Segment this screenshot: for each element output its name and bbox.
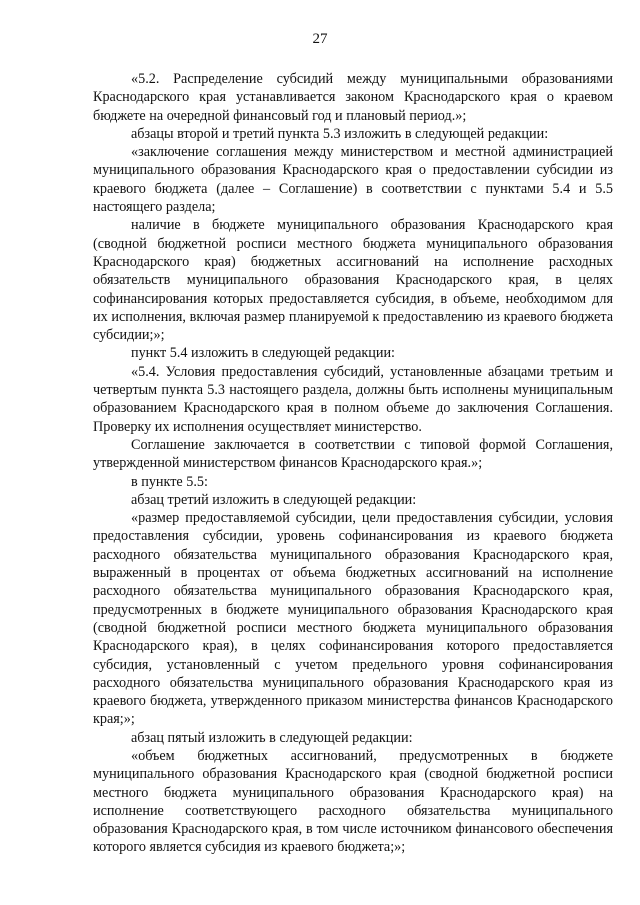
- document-body: [93, 70, 613, 857]
- paragraph-5-4: «5.4. Условия предоставления субсидий, установленные абзацами третьим и четвертым пункта 5.3 настоящего раздела, должны быть исполнены муниципальным образованием Краснодарского края в полном объеме до заключения Соглашения. Проверку их исполнения осуществляет министерство.: [93, 363, 613, 435]
- page-number: 27: [312, 31, 328, 47]
- paragraph-in-5-5: в пункте 5.5:: [131, 473, 208, 490]
- paragraph-amend-third: абзац третий изложить в следующей редакции:: [131, 491, 417, 508]
- paragraph-budget-availability: наличие в бюджете муниципального образования Краснодарского края (сводной бюджетной росписи местного бюджета муниципального образования Краснодарского края) бюджетных ассигнований на исполнение расходных обязательств муниципального образования Краснодарского края, в целях софинансирования которых предоставляется субсидия, в объеме, необходимом для их исполнения, включая размер планируемой к предоставлению из краевого бюджета субсидии;»;: [93, 217, 613, 344]
- paragraph-amend-5-3: абзацы второй и третий пункта 5.3 изложить в следующей редакции:: [131, 125, 549, 142]
- paragraph-agreement-form: Соглашение заключается в соответствии с типовой формой Соглашения, утвержденной министерством финансов Краснодарского края.»;: [93, 436, 613, 472]
- paragraph-5-2: «5.2. Распределение субсидий между муниципальными образованиями Краснодарского края устанавливается законом Краснодарского края о краевом бюджете на очередной финансовый год и плановый период.»;: [93, 71, 613, 124]
- paragraph-amend-5-4: пункт 5.4 изложить в следующей редакции:: [131, 345, 395, 362]
- paragraph-budget-volume: «объем бюджетных ассигнований, предусмотренных в бюджете муниципального образования Краснодарского края (сводной бюджетной росписи местного бюджета муниципального образования Краснодарского края) на исполнение соответствующего расходного обязательства муниципального образования Краснодарского края, в том числе источником финансового обеспечения которого является субсидия из краевого бюджета;»;: [93, 747, 613, 856]
- paragraph-subsidy-size: «размер предоставляемой субсидии, цели предоставления субсидии, условия предоставления субсидии, уровень софинансирования из краевого бюджета расходного обязательства муниципального образования Краснодарского края, выраженный в процентах от объема бюджетных ассигнований на исполнение расходного обязательства муниципального образования Краснодарского края, предусмотренных в бюджете муниципального образования Краснодарского края (сводной бюджетной росписи местного бюджета муниципального образования Краснодарского края), в целях софинансирования которого предоставляется субсидия, установленный с учетом предельного уровня софинансирования расходного обязательства муниципального образования Краснодарского края из краевого бюджета, утвержденного приказом министерства финансов Краснодарского края;»;: [93, 510, 613, 728]
- paragraph-agreement-conclusion: «заключение соглашения между министерством и местной администрацией муниципального образования Краснодарского края о предоставлении субсидии из краевого бюджета (далее – Соглашение) в соответствии с пунктами 5.4 и 5.5 настоящего раздела;: [93, 144, 613, 216]
- paragraph-amend-fifth: абзац пятый изложить в следующей редакции:: [131, 729, 413, 746]
